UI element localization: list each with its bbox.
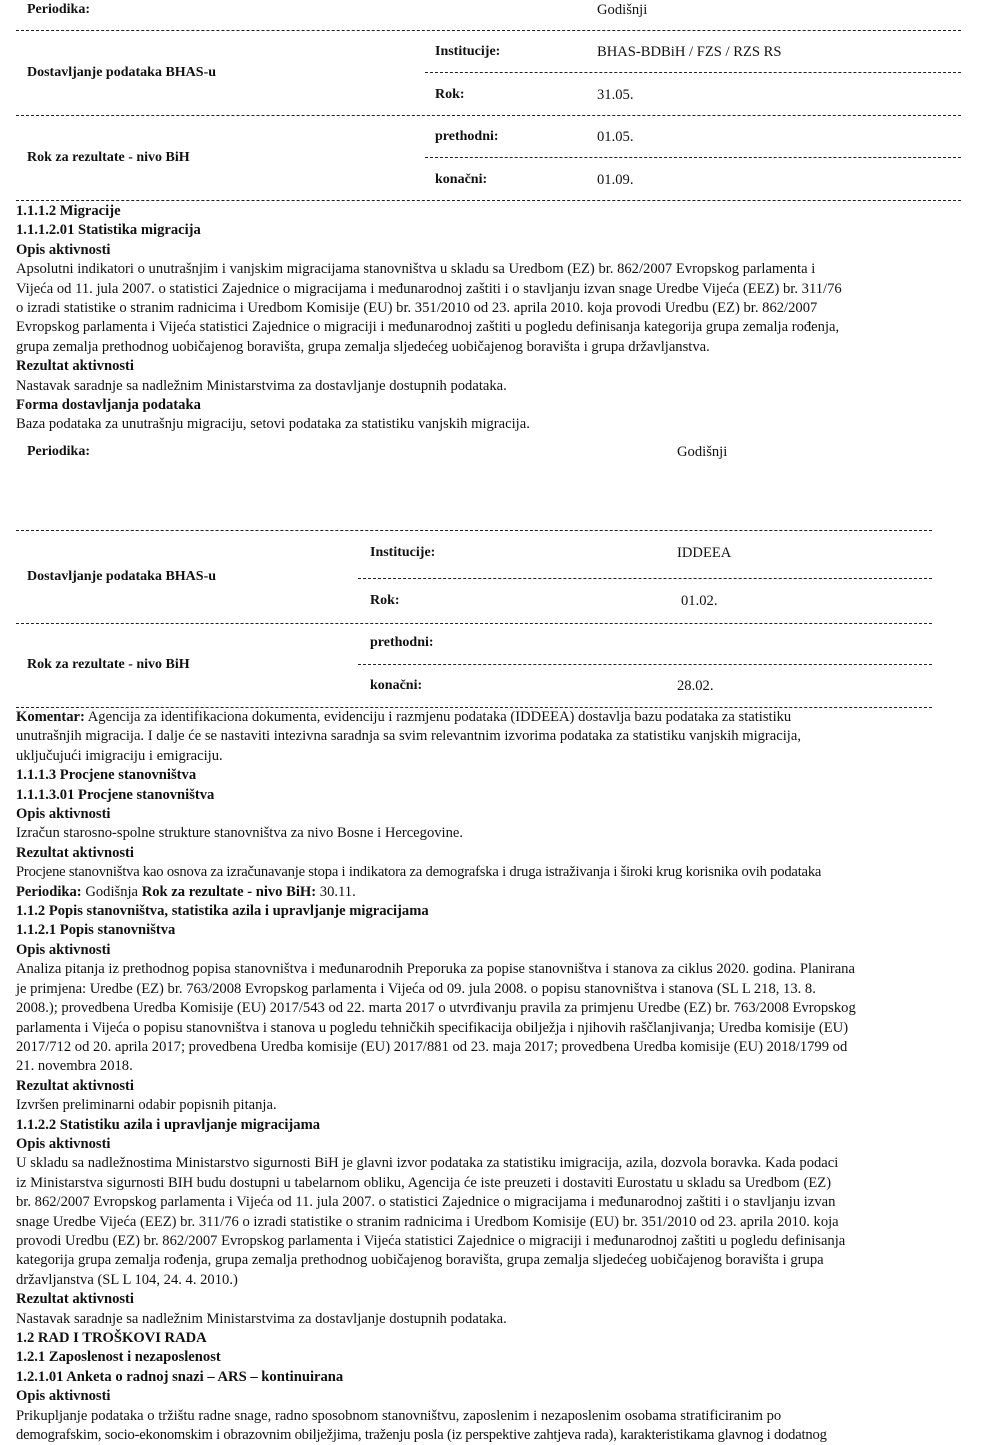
opis-label: Opis aktivnosti <box>16 806 111 823</box>
paragraph-line: kategorija grupa zemalja rođenja, grupa zemalja prethodnog uobičajenog boravišta, grupa zemalja sljedećeg uobičajenog boravišta i grupa <box>16 1252 824 1269</box>
prethodni-label: prethodni: <box>435 129 499 144</box>
rezultat-text: Nastavak saradnje sa nadležnim Ministarstvima za dostavljanje dostupnih podataka. <box>16 377 507 394</box>
komentar-text: Agencija za identifikaciona dokumenta, evidenciju i razmjenu podataka (IDDEEA) dostavlja bazu podataka za statistiku <box>87 709 792 725</box>
opis-label: Opis aktivnosti <box>16 941 111 958</box>
rok-value: 30.11. <box>319 883 356 900</box>
periodika-label: Periodika: <box>27 444 90 459</box>
komentar-line <box>16 708 961 727</box>
prethodni-label: prethodni: <box>370 635 434 650</box>
divider <box>358 578 932 579</box>
section-migracije <box>16 202 961 435</box>
opis-label: Opis aktivnosti <box>16 1388 111 1405</box>
opis-label: Opis aktivnosti <box>16 241 111 258</box>
komentar-line: unutrašnjih migracija. I dalje će se nastaviti intezivna saradnja sa svim relevantnim izvorima podataka za statistiku vanjskih migracija, <box>16 728 801 745</box>
paragraph-line: demografskim, socio-ekonomskim i obrazovnim obilježjima, traženju posla (iz perspektive zahtjeva rada), karakteristikama glavnog i dodatnog <box>16 1427 827 1444</box>
periodika-value: Godišnja <box>85 883 139 900</box>
section-heading: 1.1.2 Popis stanovništva, statistika azila i upravljanje migracijama <box>16 903 429 920</box>
paragraph-line: U skladu sa nadležnostima Ministarstvo sigurnosti BiH je glavni izvor podataka za statistiku imigracija, azila, dozvola boravka. Kada podaci <box>16 1155 839 1172</box>
activity-heading: 1.1.1.2.01 Statistika migracija <box>16 222 201 239</box>
paragraph-line: grupa zemalja prethodnog uobičajenog boravišta, grupa zemalja sljedećeg uobičajenog boravišta i grupa državljanstva. <box>16 338 710 355</box>
divider <box>425 157 961 158</box>
dostavljanje-label: Dostavljanje podataka BHAS-u <box>27 569 217 584</box>
section-heading: 1.1.1.2 Migracije <box>16 203 121 219</box>
divider <box>425 72 961 73</box>
paragraph-line: iz Ministarstva sigurnosti BIH budu dostupni u tabelarnom obliku, Agencija će iste preuzeti i dostaviti Eurostatu u skladu sa Uredbom (EZ) <box>16 1174 832 1191</box>
rok-label: Rok za rezultate - nivo BiH: <box>141 883 317 900</box>
divider <box>358 664 932 665</box>
divider <box>16 30 961 31</box>
komentar-line: uključujući imigraciju i emigraciju. <box>16 747 223 764</box>
opis-label: Opis aktivnosti <box>16 1135 111 1152</box>
paragraph-line: 21. novembra 2018. <box>16 1058 133 1075</box>
konacni-value: 28.02. <box>677 678 714 694</box>
komentar-label: Komentar: <box>16 709 85 725</box>
institucije-value: BHAS-BDBiH / FZS / RZS RS <box>597 44 782 60</box>
institucije-value: IDDEEA <box>677 545 732 561</box>
divider <box>16 530 932 531</box>
paragraph-line: Analiza pitanja iz prethodnog popisa stanovništva i međunarodnih Preporuka za popise stanovništva i stanova za ciklus 2020. godina. Planirana <box>16 961 855 978</box>
section-komentar-and-more <box>16 708 961 1445</box>
paragraph-line: provodi Uredbu (EZ) br. 862/2007 Evropskog parlamenta i Vijeća statistici Zajednice o migraciji i međunarodnoj zaštiti u pogledu definisanja <box>16 1232 846 1249</box>
periodika-value: Godišnji <box>597 2 648 18</box>
rezultat-text: Nastavak saradnje sa nadležnim Ministarstvima za dostavljanje dostupnih podataka. <box>16 1310 507 1327</box>
rok-value: 01.02. <box>681 593 718 609</box>
paragraph-line: br. 862/2007 Evropskog parlamenta i Vijeća od 11. jula 2007. o statistici Zajednice o migracijama i međunarodnoj zaštiti i o stavljanju izvan <box>16 1194 836 1211</box>
rezultati-label: Rok za rezultate - nivo BiH <box>27 150 190 165</box>
rezultat-label: Rezultat aktivnosti <box>16 844 134 861</box>
rezultat-label: Rezultat aktivnosti <box>16 1077 134 1094</box>
rezultat-label: Rezultat aktivnosti <box>16 358 134 375</box>
activity-heading: 1.1.1.3.01 Procjene stanovništva <box>16 786 215 803</box>
rezultati-label: Rok za rezultate - nivo BiH <box>27 657 190 672</box>
institucije-label: Institucije: <box>435 44 501 59</box>
konacni-label: konačni: <box>370 678 423 693</box>
rezultat-text: Procjene stanovništva kao osnova za izračunavanje stopa i indikatora za demografska i druga istraživanja i široki krug korisnika ovih podataka <box>16 864 822 881</box>
rok-value: 31.05. <box>597 87 634 103</box>
konacni-value: 01.09. <box>597 172 634 188</box>
activity-heading: 1.2.1.01 Anketa o radnoj snazi – ARS – kontinuirana <box>16 1368 344 1385</box>
section-heading: 1.1.1.3 Procjene stanovništva <box>16 767 197 784</box>
section-heading: 1.2.1 Zaposlenost i nezaposlenost <box>16 1349 221 1366</box>
rezultat-label: Rezultat aktivnosti <box>16 1291 134 1308</box>
prethodni-value: 01.05. <box>597 129 634 145</box>
rezultat-text: Izvršen preliminarni odabir popisnih pitanja. <box>16 1097 277 1114</box>
paragraph-line: Apsolutni indikatori o unutrašnjim i vanjskim migracijama stanovništva u skladu sa Uredbom (EZ) br. 862/2007 Evropskog parlamenta i <box>16 261 816 278</box>
paragraph-line: je primjena: Uredbe (EZ) br. 763/2008 Evropskog parlamenta i Vijeća od 09. jula 2008. o popisu stanovništva i stanova (SL L 218, 13. 8. <box>16 980 816 997</box>
periodika-label: Periodika: <box>16 883 82 900</box>
paragraph-line: parlamenta i Vijeća o popisu stanovništva i stanova u pogledu tehničkih specifikacija obilježja i njihovih raščlanjivanja; Uredba komisije (EU) <box>16 1019 849 1036</box>
forma-label: Forma dostavljanja podataka <box>16 397 201 414</box>
rok-label: Rok: <box>370 593 400 608</box>
opis-text: Izračun starosno-spolne strukture stanovništva za nivo Bosne i Hercegovine. <box>16 825 464 842</box>
paragraph-line: Vijeća od 11. jula 2007. o statistici Zajednice o migracijama i međunarodnoj zaštiti i o stavljanju izvan snage Uredbe Vijeća (EEZ) br. 311/76 <box>16 280 842 297</box>
paragraph-line: Prikupljanje podataka o tržištu radne snage, radno sposobnom stanovništvu, zaposlenim i nezaposlenim osobama stratificiranim po <box>16 1407 782 1424</box>
paragraph-line: Evropskog parlamenta i Vijeća statistici Zajednice o migraciji i međunarodnoj zaštiti u pogledu definisanja kategorija grupa zemalja rođenja, <box>16 319 840 336</box>
periodika-value: Godišnji <box>677 444 728 460</box>
paragraph-line: 2017/712 od 20. aprila 2017; provedbena Uredba komisije (EU) 2017/881 od 23. maja 2017; provedbena Uredba komisije (EU) 2018/1799 od <box>16 1038 848 1055</box>
paragraph-line: o izradi statistike o stranim radnicima i Uredbom Komisije (EU) br. 351/2010 od 23. aprila 2010. koja provodi Uredbu (EZ) br. 862/2007 <box>16 300 818 317</box>
divider <box>16 115 961 116</box>
divider <box>16 200 961 201</box>
divider <box>16 623 932 624</box>
paragraph-line: snage Uredbe Vijeća (EEZ) br. 311/76 o izradi statistike o stranim radnicima i Uredbom Komisije (EU) br. 351/2010 od 23. aprila 2010. koja <box>16 1213 839 1230</box>
periodika-label: Periodika: <box>27 2 90 17</box>
periodika-line <box>16 883 961 902</box>
konacni-label: konačni: <box>435 172 488 187</box>
forma-text: Baza podataka za unutrašnju migraciju, setovi podataka za statistiku vanjskih migracija. <box>16 416 530 433</box>
chapter-heading: 1.2 RAD I TROŠKOVI RADA <box>16 1330 207 1346</box>
dostavljanje-label: Dostavljanje podataka BHAS-u <box>27 65 217 80</box>
activity-heading: 1.1.2.1 Popis stanovništva <box>16 922 176 939</box>
rok-label: Rok: <box>435 87 465 102</box>
paragraph-line: državljanstva (SL L 104, 24. 4. 2010.) <box>16 1271 238 1288</box>
paragraph-line: 2008.); provedbena Uredba Komisije (EU) 2017/543 od 22. marta 2017 o utvrđivanju pravila za primjenu Uredbe (EZ) br. 763/2008 Evropskog <box>16 1000 856 1017</box>
institucije-label: Institucije: <box>370 545 436 560</box>
activity-heading: 1.1.2.2 Statistiku azila i upravljanje migracijama <box>16 1116 321 1133</box>
